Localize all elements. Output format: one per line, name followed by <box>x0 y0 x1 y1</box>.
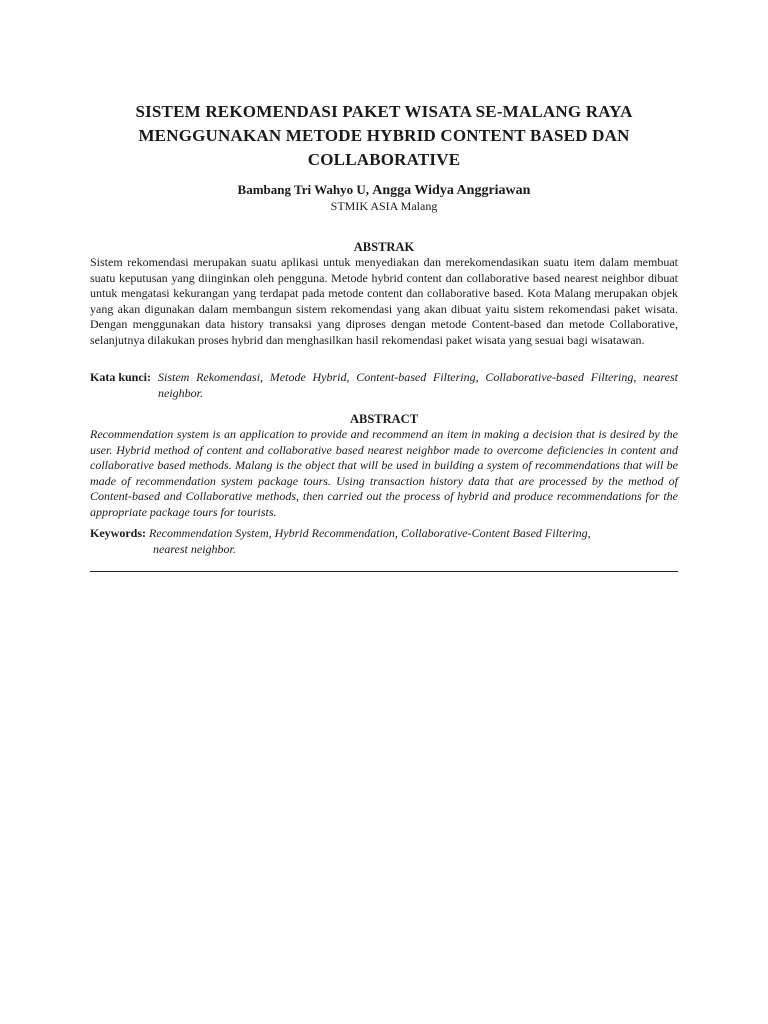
paper-title <box>90 100 678 172</box>
keywords-label: Keywords: <box>90 526 146 540</box>
abstrak-text: Sistem rekomendasi merupakan suatu aplikasi untuk menyediakan dan merekomendasikan suatu item dalam membuat suatu keputusan yang diinginkan oleh pengguna. Metode hybrid content dan collaborative based nearest neighbor dibuat untuk mengatasi kekurangan yang terdapat pada metode content dan collaborative based. Kota Malang merupakan objek yang akan digunakan dalam membangun sistem rekomendasi yang akan dibuat yaitu sistem rekomendasi paket wisata. Dengan menggunakan data history transaksi yang diproses dengan metode Content-based dan metode Collaborative, selanjutnya dilakukan proses hybrid dan menghasilkan hasil rekomendasi paket wisata yang sesuai bagi wisatawan. <box>90 255 678 347</box>
abstrak-section <box>90 239 678 348</box>
affiliation: STMIK ASIA Malang <box>330 199 438 213</box>
kata-kunci-section <box>90 370 678 401</box>
keywords-line-2: nearest neighbor. <box>153 541 236 556</box>
author-1: Bambang Tri Wahyo U, <box>237 182 370 197</box>
author-list <box>90 181 678 199</box>
keywords-line-1: Recommendation System, Hybrid Recommendation, Collaborative-Content Based Filtering, <box>149 526 591 540</box>
horizontal-rule <box>90 571 678 572</box>
keywords-section <box>90 526 678 557</box>
title-line-1: SISTEM REKOMENDASI PAKET WISATA SE-MALANG RAYA <box>135 102 633 121</box>
abstract-text: Recommendation system is an application to provide and recommend an item in making a decision that is desired by the user. Hybrid method of content and collaborative based nearest neighbor made to overcome deficiencies in content and collaborative based methods. Malang is the object that will be used in building a system of recommendations that will be made of recommendation system package tours. Using transaction history data that are processed by the method of Content-based and Collaborative methods, then carried out the process of hybrid and produce recommendations for the appropriate package tours for tourists. <box>90 427 678 519</box>
kata-kunci-value: Sistem Rekomendasi, Metode Hybrid, Content-based Filtering, Collaborative-based Filtering, nearest neighbor. <box>158 370 678 400</box>
author-2: Angga Widya Anggriawan <box>372 183 531 198</box>
abstrak-heading: ABSTRAK <box>353 240 415 254</box>
title-line-3: COLLABORATIVE <box>307 150 461 169</box>
title-line-2: MENGGUNAKAN METODE HYBRID CONTENT BASED DAN <box>138 126 630 145</box>
kata-kunci-label: Kata kunci: <box>90 370 152 384</box>
abstract-heading: ABSTRACT <box>349 412 419 426</box>
abstract-section <box>90 411 678 520</box>
